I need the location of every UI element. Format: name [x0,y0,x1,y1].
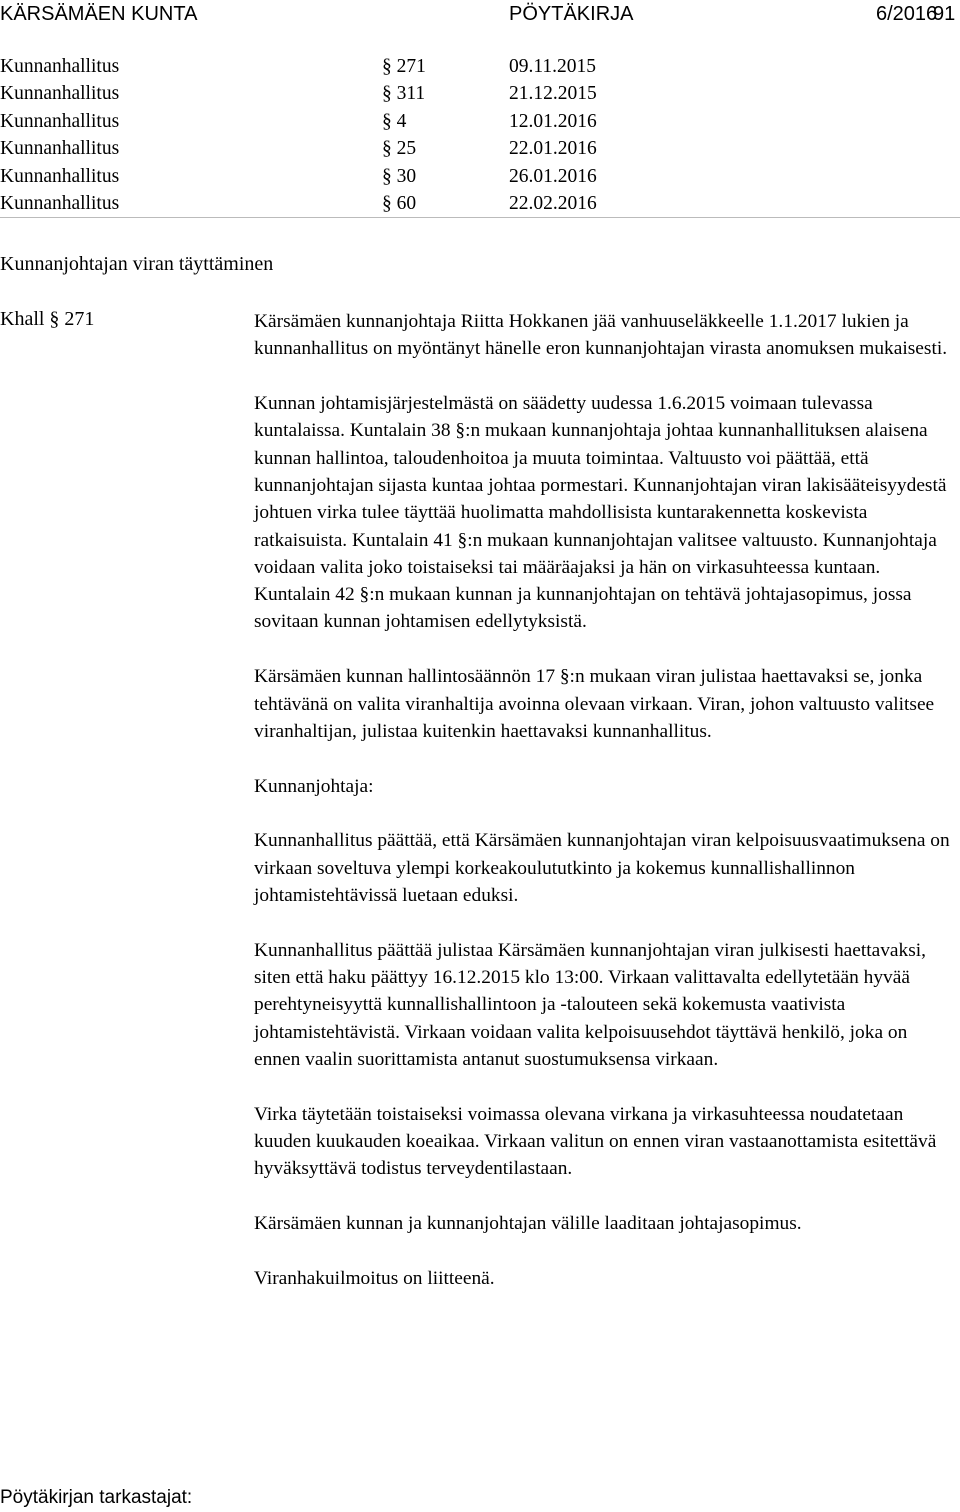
history-section: § 311 [382,83,426,105]
paragraph: Kunnan johtamisjärjestelmästä on säädetty uudessa 1.6.2015 voimaan tulevassa kuntalaissa. Kuntalain 38 §:n mukaan kunnanjohtaja johtaa kunnanhallituksen alaisena kunnan hallintoa, taloudenhoitoa ja muuta toimintaa. Valtuusto voi päättää, että kunnanjohtajan sijasta kuntaa johtaa pormestari. Kunnanjohtajan viran lakisääteisyydestä johtuen virka tulee täyttää huolimatta mahdollisista kuntarakennetta koskevista ratkaisuista. Kuntalain 41 §:n mukaan kunnanjohtajan valitsee valtuusto. Kunnanjohtaja voidaan valita joko toistaiseksi tai määräajaksi ja hän on virkasuhteessa kuntaan. Kuntalain 42 §:n mukaan kunnan ja kunnanjohtajan on tehtävä johtajasopimus, jossa sovitaan kunnan johtamisen edellytyksistä. [254,393,947,633]
history-body: Kunnanhallitus [0,138,120,160]
history-section: § 30 [382,165,417,187]
handling-history [0,56,960,220]
document-number: 6/2016 [876,3,938,25]
history-body: Kunnanhallitus [0,56,120,77]
history-date: 12.01.2016 [509,110,597,132]
minutes-checkers-label: Pöytäkirjan tarkastajat: [0,1487,193,1508]
page-header [0,0,960,36]
history-date: 26.01.2016 [509,165,597,187]
history-row [0,56,960,83]
paragraph: Kärsämäen kunnan hallintosäännön 17 §:n mukaan viran julistaa haettavaksi se, jonka tehtävänä on valita viranhaltija avoinna olevaan virkaan. Viran, johon valtuusto valitsee viranhaltijan, julistaa kuitenkin haettavaksi kunnanhallitus. [254,666,935,742]
attachment-note: Viranhakuilmoitus on liitteenä. [254,1268,495,1290]
history-section: § 25 [382,138,417,160]
history-body: Kunnanhallitus [0,192,120,214]
section-title: Kunnanjohtajan viran täyttäminen [0,253,274,275]
history-date: 22.01.2016 [509,138,597,160]
history-row [0,83,960,110]
history-row [0,111,960,138]
organization-name: KÄRSÄMÄEN KUNTA [0,3,198,25]
history-section: § 271 [382,56,426,77]
section-body [254,308,954,1292]
section-reference: Khall § 271 [0,308,95,330]
history-row [0,166,960,193]
history-body: Kunnanhallitus [0,83,120,105]
proposer-label: Kunnanjohtaja: [254,775,374,797]
page-number: 91 [933,3,956,25]
paragraph: Virka täytetään toistaiseksi voimassa olevana virkana ja virkasuhteessa noudatetaan kuuden kuukauden koeaikaa. Virkaan valitun on ennen viran vastaanottamista esitettävä hyväksyttävä todistus terveydentilastaan. [254,1103,937,1180]
history-body: Kunnanhallitus [0,110,120,132]
history-section: § 60 [382,192,417,214]
history-row [0,138,960,165]
history-divider [0,217,960,218]
paragraph: Kunnanhallitus päättää julistaa Kärsämäen kunnanjohtajan viran julkisesti haettavaksi, siten että haku päättyy 16.12.2015 klo 13:00. Virkaan valittavalta edellytetään hyvää perehtyneisyyttä kunnallishallintoon ja -talouteen sekä kokemusta vaativista johtamistehtävistä. Virkaan voidaan valita kelpoisuusehdot täyttävä henkilö, joka on ennen vaalin suorittamista antanut suostumuksensa virkaan. [254,939,927,1071]
history-date: 21.12.2015 [509,83,597,105]
document-type: PÖYTÄKIRJA [509,3,634,25]
history-body: Kunnanhallitus [0,165,120,187]
history-date: 09.11.2015 [509,56,597,77]
paragraph: Kärsämäen kunnanjohtaja Riitta Hokkanen jää vanhuuseläkkeelle 1.1.2017 lukien ja kunnanhallitus on myöntänyt hänelle eron kunnanjohtajan virasta anomuksen mukaisesti. [254,311,948,360]
paragraph: Kärsämäen kunnan ja kunnanjohtajan välille laaditaan johtajasopimus. [254,1213,802,1235]
paragraph: Kunnanhallitus päättää, että Kärsämäen kunnanjohtajan viran kelpoisuusvaatimuksena on virkaan soveltuva ylempi korkeakoulututkinto ja kokemus kunnallishallinnon johtamistehtävissä luetaan eduksi. [254,830,950,907]
history-date: 22.02.2016 [509,192,597,214]
history-section: § 4 [382,110,407,132]
